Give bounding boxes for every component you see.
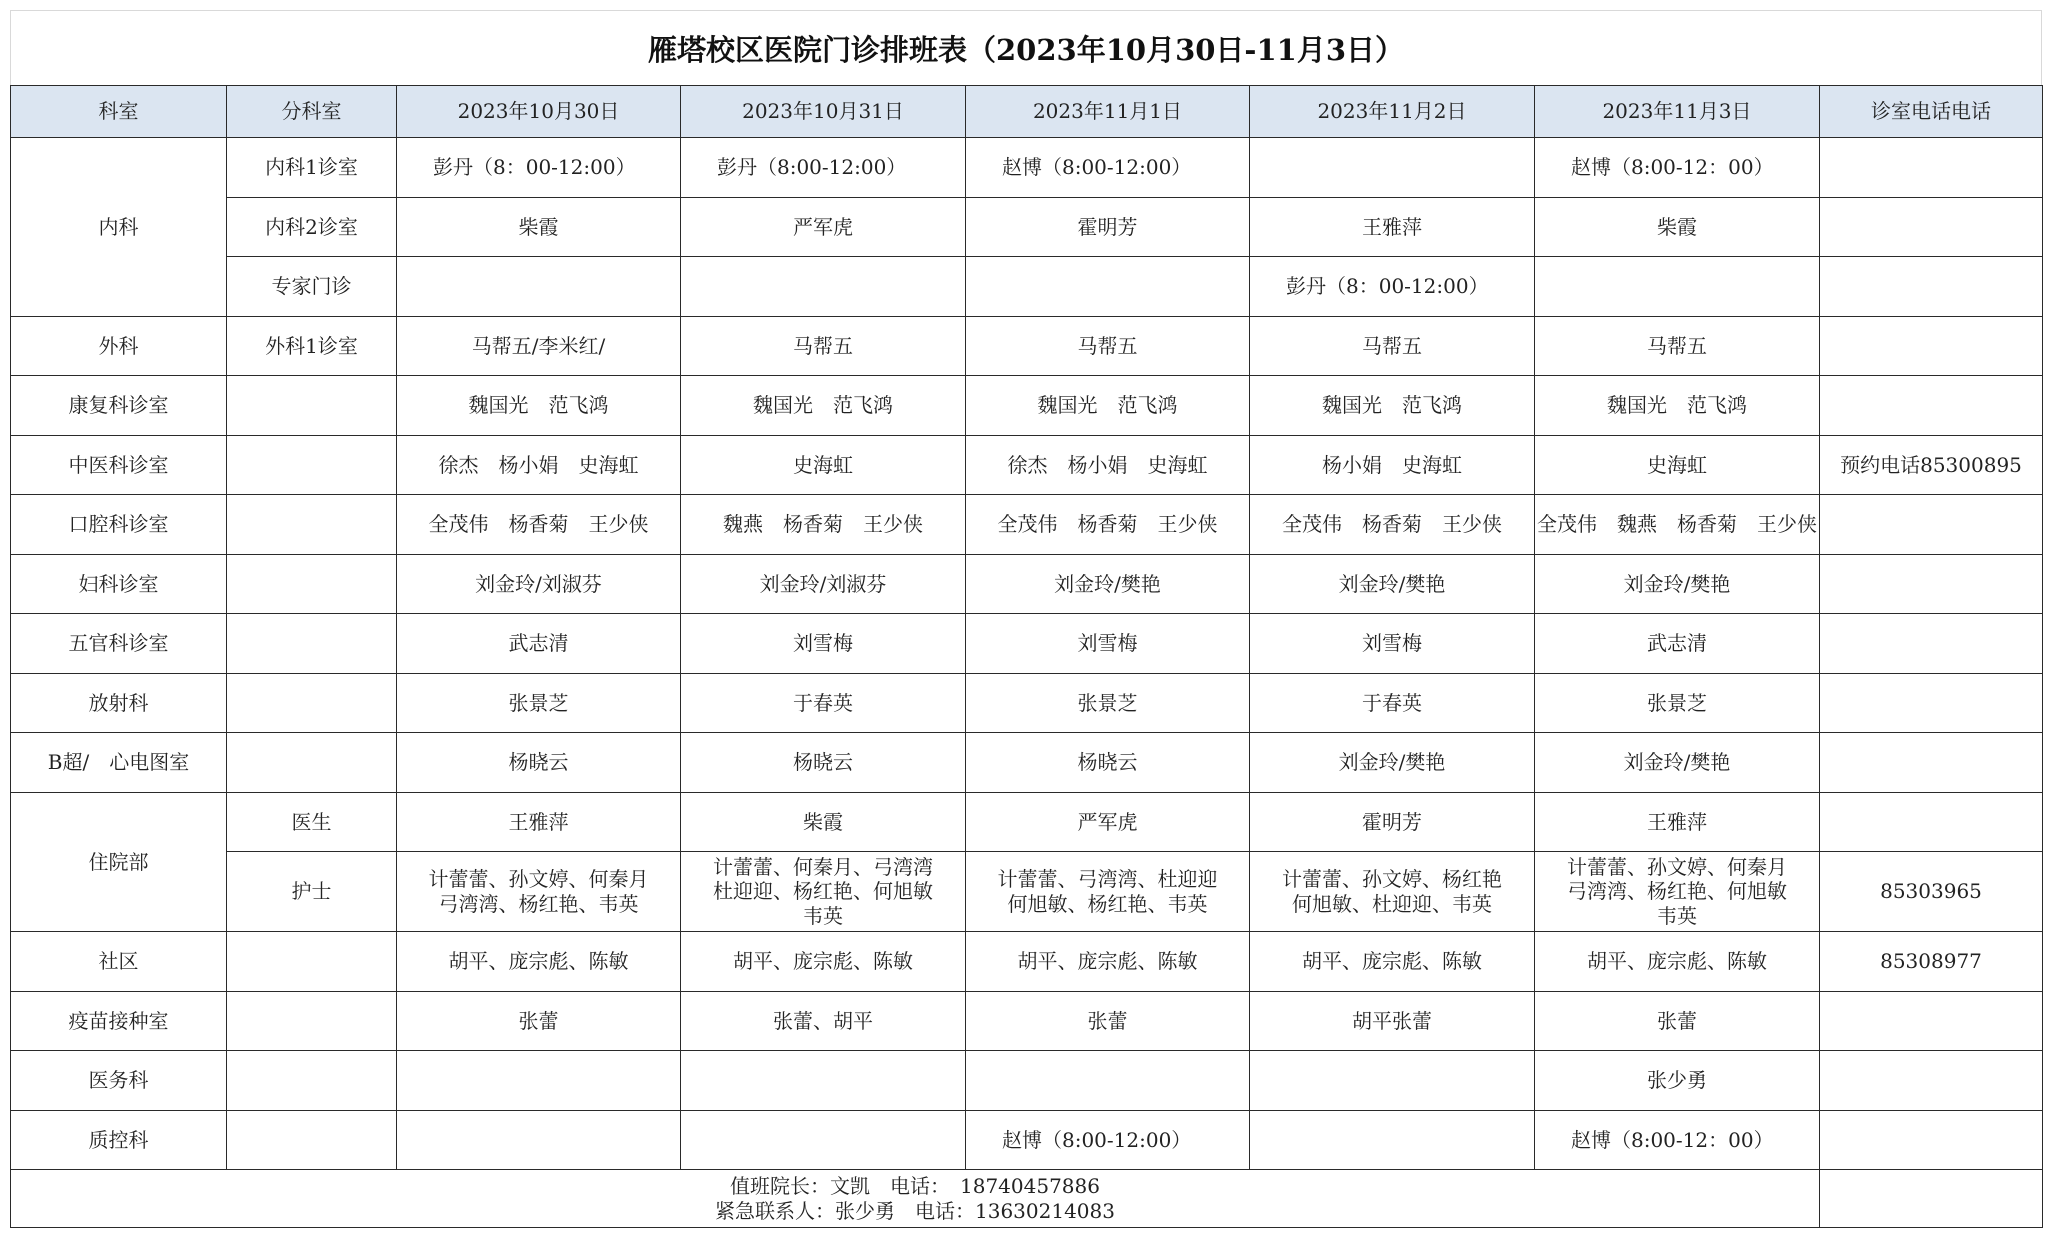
schedule-cell: [397, 257, 681, 317]
schedule-cell: 张蕾: [966, 991, 1250, 1051]
schedule-cell: 于春英: [681, 673, 966, 733]
schedule-cell: [1250, 852, 1535, 932]
schedule-cell: 王雅萍: [1250, 197, 1535, 257]
dept-cell: 五官科诊室: [11, 614, 227, 674]
table-row: [11, 792, 2043, 852]
dept-cell: 放射科: [11, 673, 227, 733]
dept-cell: 医务科: [11, 1051, 227, 1111]
nurse-line: 何旭敏、杨红艳、韦英: [1007, 891, 1208, 916]
schedule-cell: 刘金玲/刘淑芬: [397, 554, 681, 614]
nurse-line: 杜迎迎、杨红艳、何旭敏: [713, 879, 933, 904]
schedule-cell: [397, 1051, 681, 1111]
schedule-cell: 张少勇: [1535, 1051, 1820, 1111]
schedule-cell: [681, 1110, 966, 1170]
schedule-cell: 霍明芳: [966, 197, 1250, 257]
nurse-line: 韦英: [1657, 903, 1697, 928]
dept-cell: 住院部: [11, 792, 227, 932]
schedule-cell: 刘雪梅: [1250, 614, 1535, 674]
phone-cell: [1820, 495, 2043, 555]
subdept-cell: [227, 495, 397, 555]
phone-cell: [1820, 614, 2043, 674]
schedule-cell: 全茂伟 杨香菊 王少侠: [1250, 495, 1535, 555]
schedule-cell: 徐杰 杨小娟 史海虹: [397, 435, 681, 495]
schedule-cell: 张蕾、胡平: [681, 991, 966, 1051]
schedule-cell: 杨晓云: [397, 733, 681, 793]
emergency-contact: 紧急联系人：张少勇 电话：13630214083: [715, 1198, 1115, 1223]
subdept-cell: 专家门诊: [227, 257, 397, 317]
nurse-line: 计蕾蕾、弓湾湾、杜迎迎: [997, 867, 1218, 892]
table-row: [11, 673, 2043, 733]
schedule-cell: 刘雪梅: [966, 614, 1250, 674]
schedule-cell: [397, 1110, 681, 1170]
subdept-cell: 外科1诊室: [227, 316, 397, 376]
schedule-cell: 柴霞: [397, 197, 681, 257]
subdept-cell: 内科2诊室: [227, 197, 397, 257]
schedule-cell: 胡平、庞宗彪、陈敏: [966, 932, 1250, 992]
schedule-cell: 全茂伟 杨香菊 王少侠: [966, 495, 1250, 555]
schedule-cell: 赵博（8:00-12:00）: [966, 138, 1250, 198]
schedule-cell: [397, 852, 681, 932]
subdept-cell: 护士: [227, 852, 397, 932]
phone-cell: [1820, 197, 2043, 257]
schedule-cell: 胡平、庞宗彪、陈敏: [1250, 932, 1535, 992]
table-row: [11, 1051, 2043, 1111]
schedule-cell: 霍明芳: [1250, 792, 1535, 852]
table-row: [11, 257, 2043, 317]
subdept-cell: [227, 1110, 397, 1170]
table-row: [11, 435, 2043, 495]
schedule-cell: 张景芝: [1535, 673, 1820, 733]
header-dept: 科室: [11, 86, 227, 138]
table-row: [11, 495, 2043, 555]
nurse-line: 弓湾湾、杨红艳、韦英: [438, 891, 639, 916]
table-row: [11, 316, 2043, 376]
nurse-line: 计蕾蕾、孙文婷、何秦月: [1567, 854, 1787, 879]
footer-row: [11, 1170, 2043, 1228]
subdept-cell: [227, 435, 397, 495]
schedule-cell: 魏国光 范飞鸿: [966, 376, 1250, 436]
duty-director: 值班院长：文凯 电话： 18740457886: [730, 1173, 1100, 1198]
schedule-cell: 马帮五: [1250, 316, 1535, 376]
schedule-cell: 王雅萍: [1535, 792, 1820, 852]
schedule-cell: 张景芝: [966, 673, 1250, 733]
nurse-line: 计蕾蕾、孙文婷、杨红艳: [1282, 867, 1502, 892]
phone-cell: [1820, 733, 2043, 793]
dept-cell: 外科: [11, 316, 227, 376]
schedule-cell: [966, 852, 1250, 932]
schedule-cell: 胡平、庞宗彪、陈敏: [681, 932, 966, 992]
subdept-cell: [227, 1051, 397, 1111]
table-row: [11, 991, 2043, 1051]
footer-contacts: [11, 1170, 1820, 1228]
schedule-cell: 柴霞: [681, 792, 966, 852]
schedule-cell: 武志清: [397, 614, 681, 674]
header-row: [11, 86, 2043, 138]
schedule-cell: [681, 1051, 966, 1111]
phone-cell: [1820, 1170, 2043, 1228]
nurse-line: 计蕾蕾、孙文婷、何秦月: [428, 867, 649, 892]
schedule-table: [10, 85, 2043, 1228]
schedule-cell: 全茂伟 魏燕 杨香菊 王少侠: [1535, 495, 1820, 555]
dept-cell: 康复科诊室: [11, 376, 227, 436]
schedule-cell: 杨晓云: [966, 733, 1250, 793]
phone-cell: [1820, 257, 2043, 317]
subdept-cell: [227, 991, 397, 1051]
schedule-cell: 全茂伟 杨香菊 王少侠: [397, 495, 681, 555]
schedule-cell: 刘金玲/樊艳: [1250, 554, 1535, 614]
table-row: [11, 1110, 2043, 1170]
dept-cell: 质控科: [11, 1110, 227, 1170]
subdept-cell: [227, 614, 397, 674]
dept-cell: 内科: [11, 138, 227, 317]
schedule-cell: [1535, 852, 1820, 932]
schedule-cell: [966, 1051, 1250, 1111]
schedule-cell: 刘金玲/刘淑芬: [681, 554, 966, 614]
phone-cell: [1820, 316, 2043, 376]
phone-cell: [1820, 792, 2043, 852]
schedule-cell: 彭丹（8：00-12:00）: [1250, 257, 1535, 317]
schedule-cell: 魏国光 范飞鸿: [397, 376, 681, 436]
subdept-cell: [227, 554, 397, 614]
table-row: [11, 614, 2043, 674]
schedule-cell: 刘金玲/樊艳: [966, 554, 1250, 614]
schedule-cell: [966, 257, 1250, 317]
schedule-cell: 张蕾: [397, 991, 681, 1051]
page-title: 雁塔校区医院门诊排班表（2023年10月30日-11月3日）: [10, 10, 2042, 85]
schedule-cell: 刘雪梅: [681, 614, 966, 674]
nurse-line: 计蕾蕾、何秦月、弓湾湾: [713, 854, 933, 879]
table-row: [11, 554, 2043, 614]
dept-cell: 妇科诊室: [11, 554, 227, 614]
schedule-cell: 杨小娟 史海虹: [1250, 435, 1535, 495]
schedule-cell: 马帮五: [681, 316, 966, 376]
schedule-cell: 刘金玲/樊艳: [1535, 733, 1820, 793]
schedule-cell: 于春英: [1250, 673, 1535, 733]
schedule-cell: 武志清: [1535, 614, 1820, 674]
nurse-line: 弓湾湾、杨红艳、何旭敏: [1567, 879, 1787, 904]
schedule-cell: 赵博（8:00-12:00）: [966, 1110, 1250, 1170]
table-row: [11, 733, 2043, 793]
header-day-4: 2023年11月2日: [1250, 86, 1535, 138]
schedule-cell: 史海虹: [681, 435, 966, 495]
table-row: [11, 138, 2043, 198]
phone-cell: 85308977: [1820, 932, 2043, 992]
schedule-cell: 彭丹（8：00-12:00）: [397, 138, 681, 198]
subdept-cell: [227, 932, 397, 992]
schedule-cell: 马帮五: [1535, 316, 1820, 376]
table-row: [11, 852, 2043, 932]
phone-cell: [1820, 554, 2043, 614]
dept-cell: 中医科诊室: [11, 435, 227, 495]
schedule-cell: 魏国光 范飞鸿: [1250, 376, 1535, 436]
schedule-cell: 刘金玲/樊艳: [1250, 733, 1535, 793]
dept-cell: 口腔科诊室: [11, 495, 227, 555]
schedule-cell: [1250, 1110, 1535, 1170]
dept-cell: 社区: [11, 932, 227, 992]
schedule-cell: 严军虎: [966, 792, 1250, 852]
schedule-cell: 柴霞: [1535, 197, 1820, 257]
header-day-1: 2023年10月30日: [397, 86, 681, 138]
schedule-cell: 魏国光 范飞鸿: [681, 376, 966, 436]
header-day-2: 2023年10月31日: [681, 86, 966, 138]
phone-cell: [1820, 138, 2043, 198]
phone-cell: [1820, 1110, 2043, 1170]
schedule-cell: 魏燕 杨香菊 王少侠: [681, 495, 966, 555]
schedule-cell: [1250, 138, 1535, 198]
schedule-cell: [1535, 257, 1820, 317]
schedule-cell: 王雅萍: [397, 792, 681, 852]
phone-cell: [1820, 376, 2043, 436]
schedule-cell: 史海虹: [1535, 435, 1820, 495]
header-day-5: 2023年11月3日: [1535, 86, 1820, 138]
table-row: [11, 932, 2043, 992]
subdept-cell: [227, 733, 397, 793]
schedule-cell: [681, 852, 966, 932]
schedule-cell: 赵博（8:00-12：00）: [1535, 138, 1820, 198]
schedule-cell: 马帮五: [966, 316, 1250, 376]
schedule-cell: 马帮五/李米红/: [397, 316, 681, 376]
schedule-cell: 魏国光 范飞鸿: [1535, 376, 1820, 436]
schedule-cell: 胡平张蕾: [1250, 991, 1535, 1051]
schedule-cell: 张景芝: [397, 673, 681, 733]
schedule-cell: 严军虎: [681, 197, 966, 257]
subdept-cell: 内科1诊室: [227, 138, 397, 198]
schedule-cell: 徐杰 杨小娟 史海虹: [966, 435, 1250, 495]
phone-cell: 预约电话85300895: [1820, 435, 2043, 495]
table-row: [11, 197, 2043, 257]
schedule-cell: 彭丹（8:00-12:00）: [681, 138, 966, 198]
phone-cell: [1820, 673, 2043, 733]
header-day-3: 2023年11月1日: [966, 86, 1250, 138]
table-row: [11, 376, 2043, 436]
phone-cell: [1820, 991, 2043, 1051]
schedule-sheet: [10, 10, 2042, 1228]
dept-cell: B超/ 心电图室: [11, 733, 227, 793]
subdept-cell: [227, 376, 397, 436]
schedule-cell: 胡平、庞宗彪、陈敏: [1535, 932, 1820, 992]
header-subdept: 分科室: [227, 86, 397, 138]
dept-cell: 疫苗接种室: [11, 991, 227, 1051]
schedule-cell: [681, 257, 966, 317]
nurse-line: 何旭敏、杜迎迎、韦英: [1292, 891, 1492, 916]
schedule-cell: 张蕾: [1535, 991, 1820, 1051]
subdept-cell: 医生: [227, 792, 397, 852]
schedule-cell: 刘金玲/樊艳: [1535, 554, 1820, 614]
schedule-cell: [1250, 1051, 1535, 1111]
nurse-line: 韦英: [803, 903, 843, 928]
header-phone: 诊室电话电话: [1820, 86, 2043, 138]
subdept-cell: [227, 673, 397, 733]
phone-cell: 85303965: [1820, 852, 2043, 932]
schedule-cell: 胡平、庞宗彪、陈敏: [397, 932, 681, 992]
phone-cell: [1820, 1051, 2043, 1111]
schedule-cell: 赵博（8:00-12：00）: [1535, 1110, 1820, 1170]
schedule-cell: 杨晓云: [681, 733, 966, 793]
